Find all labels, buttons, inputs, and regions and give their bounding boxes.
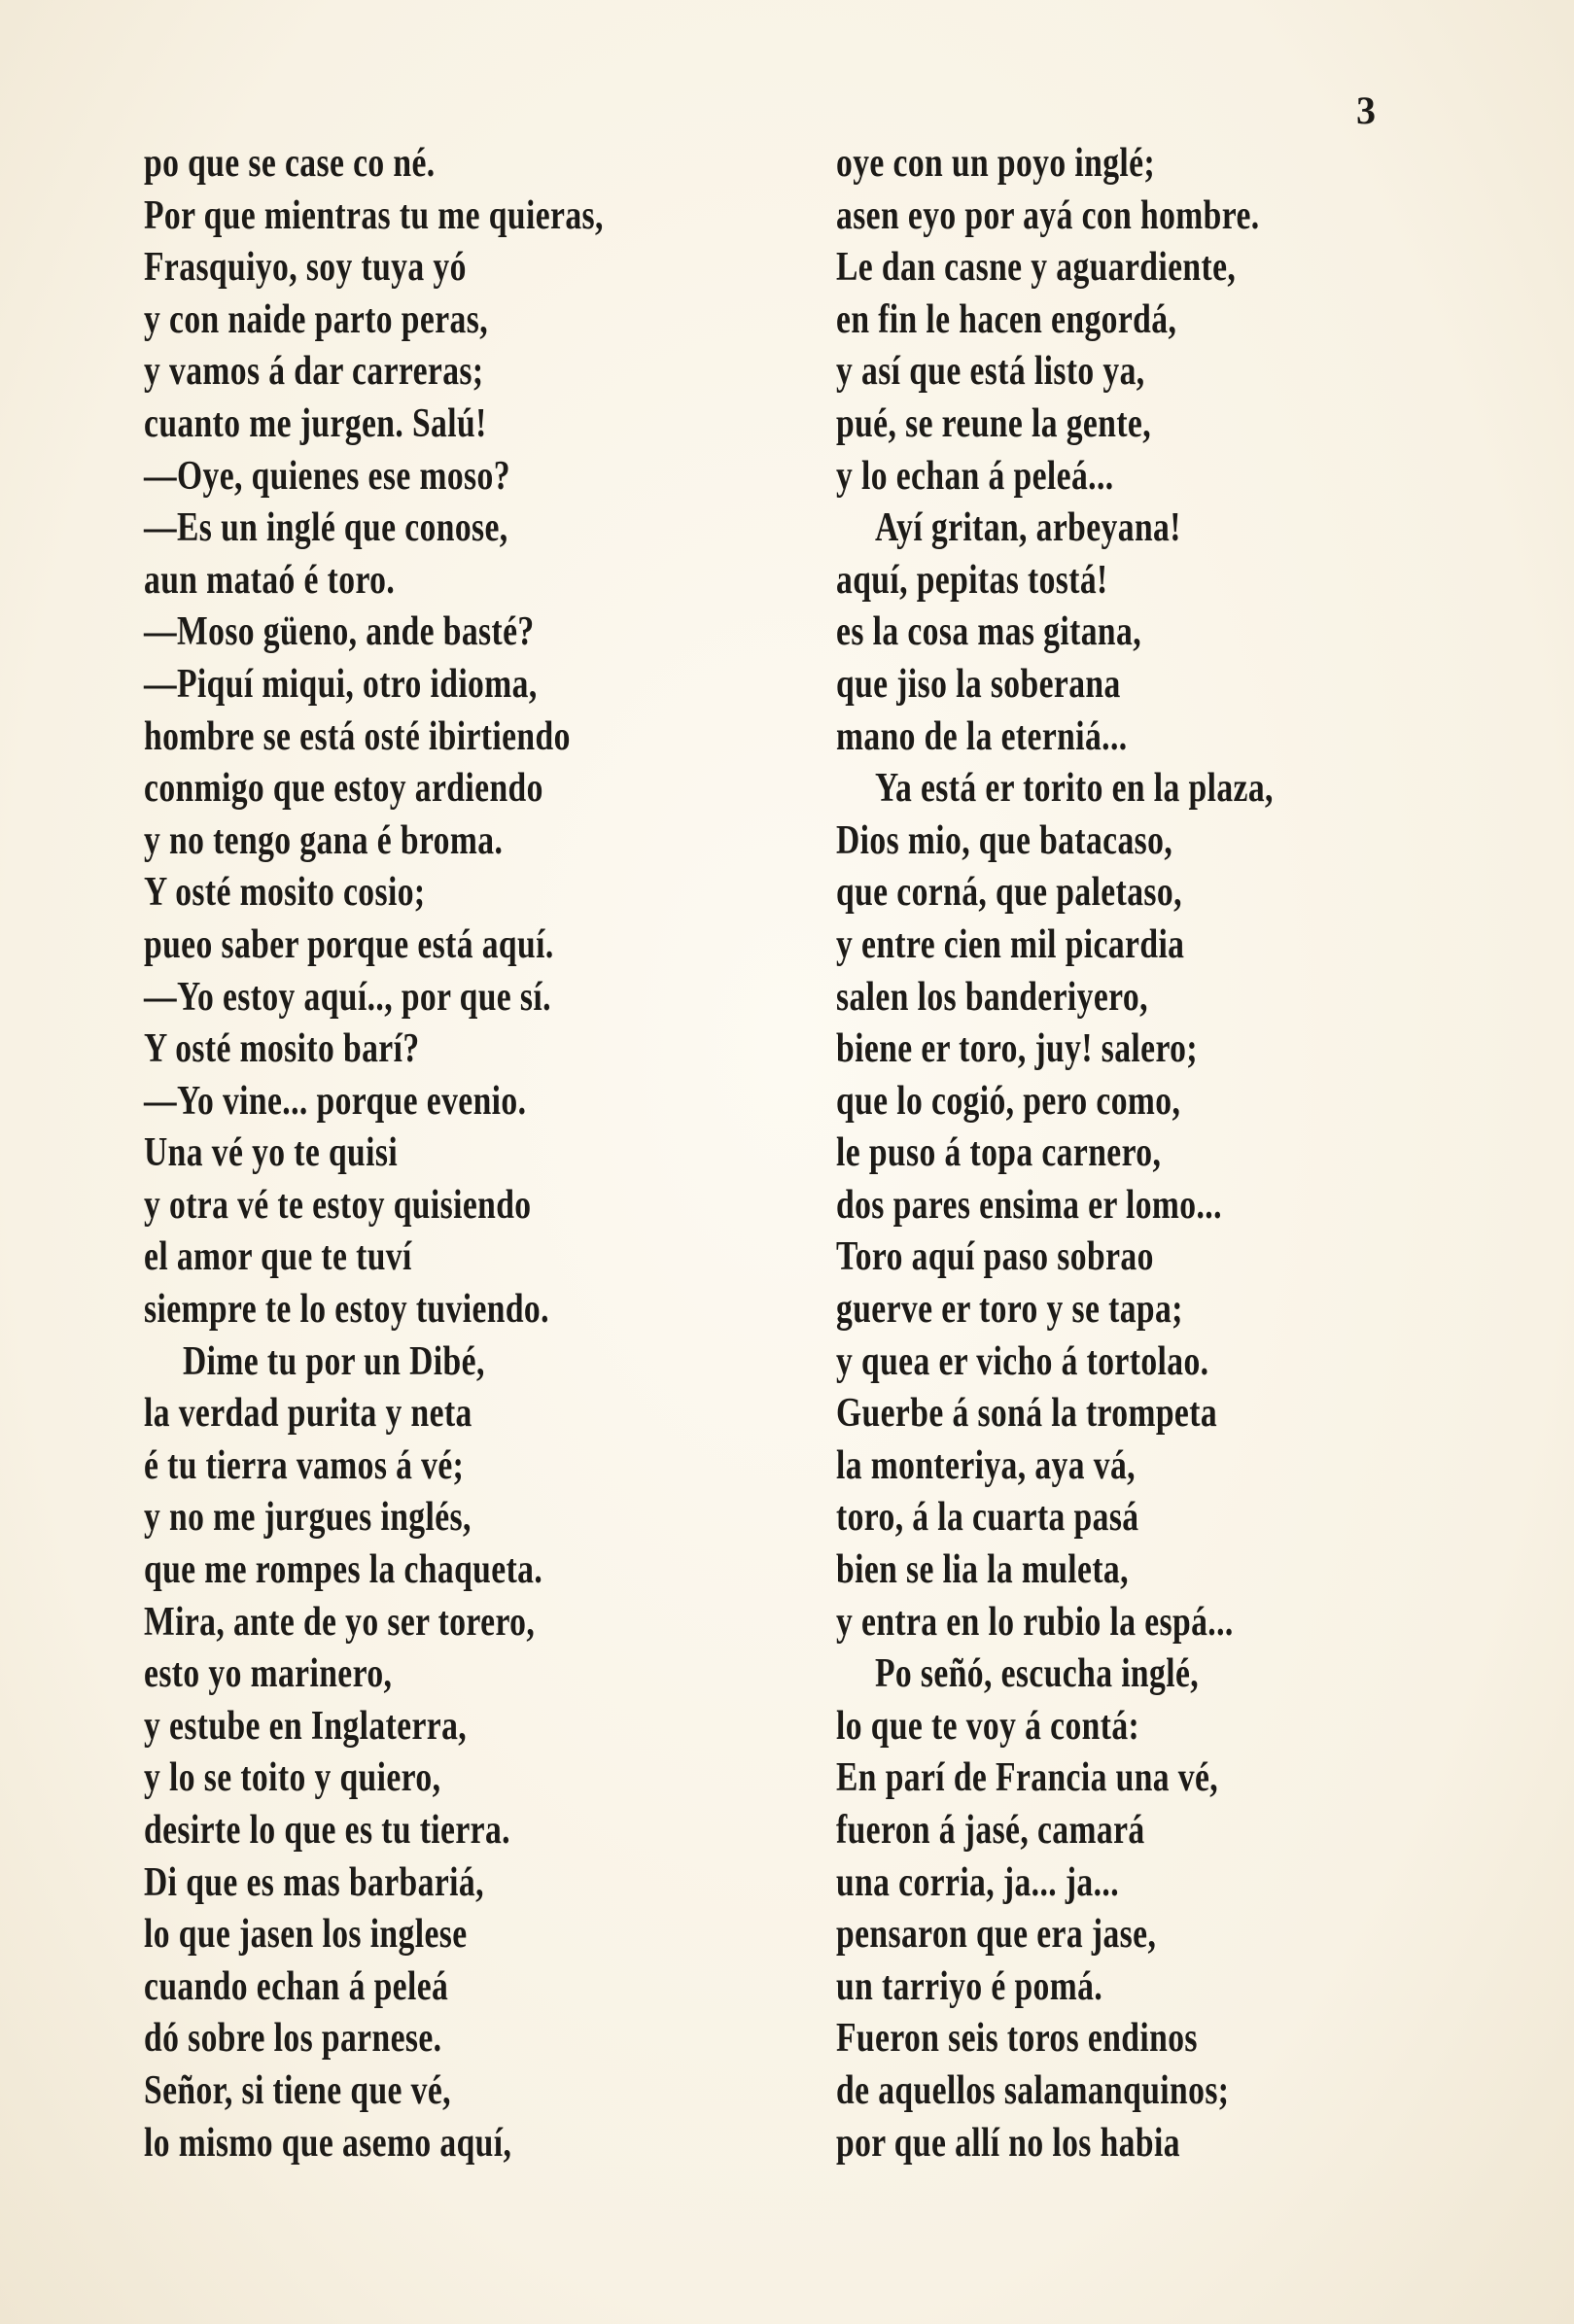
verse-line: pué, se reune la gente,	[836, 400, 1152, 446]
verse-line: Frasquiyo, soy tuya yó	[144, 245, 467, 291]
verse-line: Le dan casne y aguardiente,	[836, 245, 1237, 291]
verse-line: un tarriyo é pomá.	[836, 1963, 1103, 2009]
verse-line: y estube en Inglaterra,	[144, 1703, 468, 1749]
verse-line: y otra vé te estoy quisiendo	[144, 1182, 532, 1228]
verse-line: Di que es mas barbariá,	[144, 1859, 484, 1905]
verse-line: que me rompes la chaqueta.	[144, 1547, 543, 1593]
verse-line: es la cosa mas gitana,	[836, 609, 1141, 655]
verse-line: y lo echan á peleá...	[836, 453, 1114, 499]
verse-line: le puso á topa carnero,	[836, 1130, 1162, 1176]
verse-line: de aquellos salamanquinos;	[836, 2067, 1230, 2113]
verse-line: que corná, que paletaso,	[836, 870, 1182, 916]
verse-line: Fueron seis toros endinos	[836, 2016, 1198, 2062]
verse-line: Dime tu por un Dibé,	[183, 1338, 485, 1384]
verse-line: y lo se toito y quiero,	[144, 1755, 441, 1801]
verse-line: por que allí no los habia	[836, 2120, 1180, 2166]
verse-line: lo que jasen los inglese	[144, 1912, 468, 1958]
verse-line: Por que mientras tu me quieras,	[144, 192, 604, 238]
verse-line: Una vé yo te quisi	[144, 1130, 399, 1176]
left-verse-column	[144, 138, 815, 2169]
verse-line: Y osté mosito barí?	[144, 1026, 420, 1072]
verse-line: cuando echan á peleá	[144, 1963, 449, 2009]
verse-line: conmigo que estoy ardiendo	[144, 766, 543, 812]
verse-line: po que se case co né.	[144, 141, 436, 186]
verse-line: oye con un poyo inglé;	[836, 141, 1156, 186]
verse-line: que jiso la soberana	[836, 661, 1121, 707]
verse-line: asen eyo por ayá con hombre.	[836, 192, 1260, 238]
right-verse-column	[836, 138, 1517, 2169]
verse-line: Y osté mosito cosio;	[144, 870, 426, 916]
verse-line: esto yo marinero,	[144, 1651, 393, 1697]
verse-line: y así que está listo ya,	[836, 349, 1145, 395]
verse-line: Ya está er torito en la plaza,	[875, 766, 1274, 812]
verse-line: el amor que te tuví	[144, 1234, 412, 1280]
verse-line: cuanto me jurgen. Salú!	[144, 400, 487, 446]
verse-line: —Yo vine... porque evenio.	[144, 1078, 527, 1124]
verse-line: aun mataó é toro.	[144, 557, 396, 603]
verse-line: lo que te voy á contá:	[836, 1703, 1140, 1749]
verse-line: En parí de Francia una vé,	[836, 1755, 1219, 1801]
verse-line: salen los banderiyero,	[836, 974, 1148, 1020]
verse-line: aquí, pepitas tostá!	[836, 557, 1108, 603]
verse-line: siempre te lo estoy tuviendo.	[144, 1287, 549, 1333]
verse-line: Mira, ante de yo ser torero,	[144, 1599, 536, 1645]
verse-line: y no me jurgues inglés,	[144, 1495, 472, 1541]
verse-line: mano de la eterniá...	[836, 713, 1128, 759]
verse-line: lo mismo que asemo aquí,	[144, 2120, 512, 2166]
verse-line: é tu tierra vamos á vé;	[144, 1442, 465, 1488]
verse-line: —Moso güeno, ande basté?	[144, 609, 535, 655]
page-number: 3	[1356, 88, 1376, 132]
verse-line: dos pares ensima er lomo...	[836, 1182, 1222, 1228]
verse-line: —Oye, quienes ese moso?	[144, 453, 510, 499]
verse-line: toro, á la cuarta pasá	[836, 1495, 1139, 1541]
verse-line: pensaron que era jase,	[836, 1912, 1157, 1958]
verse-line: pueo saber porque está aquí.	[144, 921, 554, 967]
verse-line: y quea er vicho á tortolao.	[836, 1338, 1209, 1384]
verse-line: en fin le hacen engordá,	[836, 296, 1177, 342]
verse-line: y no tengo gana é broma.	[144, 817, 504, 863]
verse-line: la monteriya, aya vá,	[836, 1442, 1136, 1488]
verse-line: y entra en lo rubio la espá...	[836, 1599, 1234, 1645]
verse-line: la verdad purita y neta	[144, 1391, 472, 1437]
verse-line: desirte lo que es tu tierra.	[144, 1808, 510, 1853]
verse-line: que lo cogió, pero como,	[836, 1078, 1181, 1124]
verse-line: y con naide parto peras,	[144, 296, 488, 342]
verse-line: Po señó, escucha inglé,	[875, 1651, 1200, 1697]
verse-line: Ayí gritan, arbeyana!	[875, 505, 1181, 551]
verse-line: dó sobre los parnese.	[144, 2016, 442, 2062]
verse-line: y entre cien mil picardia	[836, 921, 1185, 967]
verse-line: Toro aquí paso sobrao	[836, 1234, 1154, 1280]
verse-line: bien se lia la muleta,	[836, 1547, 1129, 1593]
verse-line: fueron á jasé, camará	[836, 1808, 1145, 1853]
verse-line: una corria, ja... ja...	[836, 1859, 1120, 1905]
verse-line: —Yo estoy aquí.., por que sí.	[144, 974, 551, 1020]
verse-line: Guerbe á soná la trompeta	[836, 1391, 1218, 1437]
verse-line: Dios mio, que batacaso,	[836, 817, 1173, 863]
verse-line: y vamos á dar carreras;	[144, 349, 484, 395]
verse-line: hombre se está osté ibirtiendo	[144, 713, 571, 759]
verse-line: biene er toro, juy! salero;	[836, 1026, 1198, 1072]
verse-line: guerve er toro y se tapa;	[836, 1287, 1183, 1333]
verse-line: —Piquí miqui, otro idioma,	[144, 661, 538, 707]
verse-line: Señor, si tiene que vé,	[144, 2067, 451, 2113]
verse-line: —Es un inglé que conose,	[144, 505, 508, 551]
